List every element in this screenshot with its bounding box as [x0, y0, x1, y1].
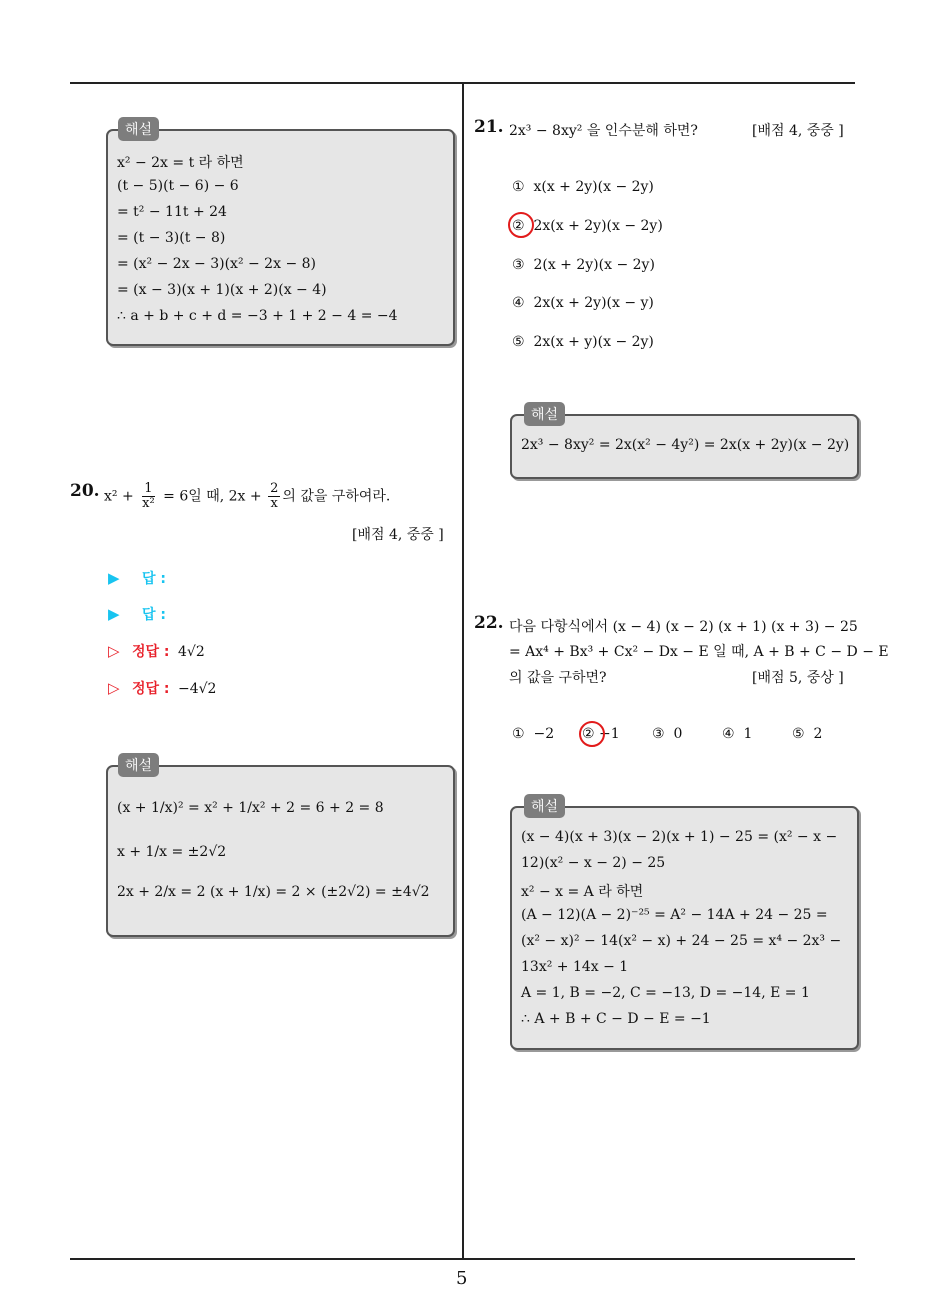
solution-line: = t² − 11t + 24	[117, 204, 227, 220]
correct-value: −4√2	[177, 681, 217, 697]
question-21-points: [배점 4, 중중 ]	[752, 123, 844, 139]
q22-option-1[interactable]: ① −2	[512, 726, 555, 742]
solution-line: ∴ A + B + C − D − E = −1	[521, 1011, 711, 1027]
solution-tag: 해설	[118, 753, 159, 777]
question-number-21: 21.	[474, 117, 504, 137]
correct-value: 4√2	[177, 644, 205, 660]
solution-line: x² − 2x = t 라 하면	[117, 155, 244, 171]
correct-answer-row-2	[108, 678, 216, 698]
solution-line: = (t − 3)(t − 8)	[117, 230, 226, 246]
question-22-line: 다음 다항식에서 (x − 4) (x − 2) (x + 1) (x + 3) − 25	[509, 619, 858, 635]
solution-line: = (x² − 2x − 3)(x² − 2x − 8)	[117, 256, 316, 272]
q22-option-2[interactable]: ② −1	[582, 726, 620, 742]
solution-line: 12)(x² − x − 2) − 25	[521, 855, 666, 871]
q21-option-3[interactable]: ③ 2(x + 2y)(x − 2y)	[512, 257, 655, 273]
solution-line: A = 1, B = −2, C = −13, D = −14, E = 1	[521, 985, 810, 1001]
question-number-22: 22.	[474, 613, 504, 633]
answer-row-1	[108, 568, 166, 588]
question-number-20: 20.	[70, 481, 100, 501]
solution-line: 13x² + 14x − 1	[521, 959, 629, 975]
solution-tag: 해설	[524, 794, 565, 818]
solution-line: ∴ a + b + c + d = −3 + 1 + 2 − 4 = −4	[117, 308, 398, 324]
solution-tag: 해설	[118, 117, 159, 141]
q21-option-1[interactable]: ① x(x + 2y)(x − 2y)	[512, 179, 654, 195]
question-22-line: 의 값을 구하면?	[509, 670, 607, 686]
solution-line: 2x³ − 8xy² = 2x(x² − 4y²) = 2x(x + 2y)(x − 2y)	[521, 437, 850, 453]
play-triangle-icon: ▶	[108, 569, 120, 587]
bottom-rule	[70, 1258, 855, 1260]
q22-option-5[interactable]: ⑤ 2	[792, 726, 823, 742]
q21-option-5[interactable]: ⑤ 2x(x + y)(x − 2y)	[512, 334, 654, 350]
solution-line: (x + 1/x)² = x² + 1/x² + 2 = 6 + 2 = 8	[117, 800, 384, 816]
solution-line: (t − 5)(t − 6) − 6	[117, 178, 239, 194]
correct-answer-row-1	[108, 641, 205, 661]
solution-tag: 해설	[524, 402, 565, 426]
solution-line: x + 1/x = ±2√2	[117, 844, 227, 860]
correct-label: 정답 :	[132, 681, 170, 697]
q21-option-2[interactable]: ② 2x(x + 2y)(x − 2y)	[512, 218, 663, 234]
answer-label: 답 :	[142, 607, 166, 623]
q22-option-4[interactable]: ④ 1	[722, 726, 753, 742]
q22-option-3[interactable]: ③ 0	[652, 726, 683, 742]
question-21-text: 2x³ − 8xy² 을 인수분해 하면?	[509, 123, 698, 139]
solution-line: = (x − 3)(x + 1)(x + 2)(x − 4)	[117, 282, 327, 298]
answer-label: 답 :	[142, 571, 166, 587]
outline-triangle-icon: ▷	[108, 642, 120, 660]
solution-line: x² − x = A 라 하면	[521, 884, 644, 900]
solution-line: (x − 4)(x + 3)(x − 2)(x + 1) − 25 = (x² − x −	[521, 829, 838, 845]
selected-answer-mark	[508, 212, 534, 238]
question-20-text: x² + $\frac{1}{\text{x²}}$ = 6일 때, 2x + $\frac{2}{x}$ 의 값을 구하여라.	[104, 481, 391, 511]
solution-line: (A − 12)(A − 2)⁻²⁵ = A² − 14A + 24 − 25 =	[521, 907, 828, 923]
page-number: 5	[456, 1268, 468, 1289]
q21-option-4[interactable]: ④ 2x(x + 2y)(x − y)	[512, 295, 654, 311]
question-20-points: [배점 4, 중중 ]	[352, 527, 444, 543]
solution-line: (x² − x)² − 14(x² − x) + 24 − 25 = x⁴ − 2x³ −	[521, 933, 842, 949]
answer-row-2	[108, 604, 166, 624]
column-divider	[462, 83, 464, 1260]
question-22-line: = Ax⁴ + Bx³ + Cx² − Dx − E 일 때, A + B + C − D − E	[509, 644, 889, 660]
correct-label: 정답 :	[132, 644, 170, 660]
question-22-points: [배점 5, 중상 ]	[752, 670, 844, 686]
outline-triangle-icon: ▷	[108, 679, 120, 697]
play-triangle-icon: ▶	[108, 605, 120, 623]
solution-line: 2x + 2/x = 2 (x + 1/x) = 2 × (±2√2) = ±4√2	[117, 884, 430, 900]
selected-answer-mark	[579, 721, 605, 747]
